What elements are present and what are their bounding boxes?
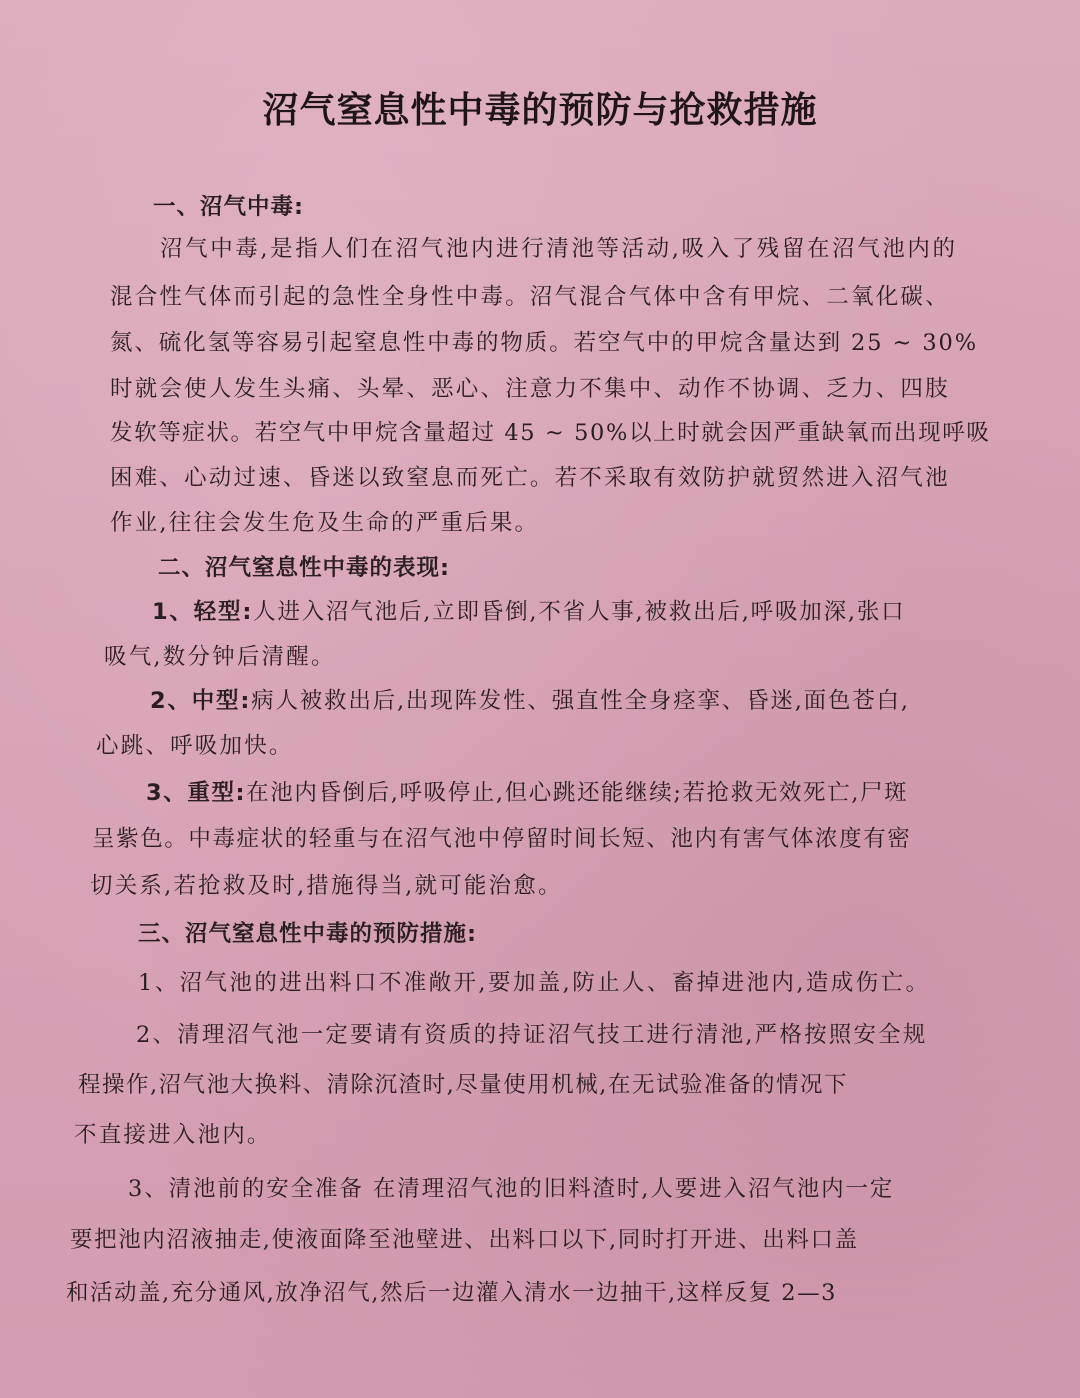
section2-item1 bbox=[152, 601, 905, 624]
section1-heading: 一、沼气中毒: bbox=[153, 194, 304, 220]
section1-line-2: 混合性气体而引起的急性全身性中毒。沼气混合气体中含有甲烷、二氧化碳、 bbox=[110, 284, 950, 310]
section3-line-6: 要把池内沼液抽走,使液面降至池壁进、出料口以下,同时打开进、出料口盖 bbox=[70, 1227, 859, 1253]
section3-line-2: 2、清理沼气池一定要请有资质的持证沼气技工进行清池,严格按照安全规 bbox=[136, 1022, 928, 1048]
section1-line-5: 发软等症状。若空气中甲烷含量超过 45 ~ 50%以上时就会因严重缺氧而出现呼吸 bbox=[110, 420, 991, 446]
item3-lead: 3、重型: bbox=[146, 780, 247, 806]
section3-line-7: 和活动盖,充分通风,放净沼气,然后一边灌入清水一边抽干,这样反复 2—3 bbox=[66, 1280, 837, 1306]
section2-item3-cont-2: 切关系,若抢救及时,措施得当,就可能治愈。 bbox=[90, 873, 563, 899]
item2-lead: 2、中型: bbox=[150, 688, 252, 714]
document-title: 沼气窒息性中毒的预防与抢救措施 bbox=[262, 90, 818, 131]
section2-item2 bbox=[150, 690, 910, 713]
section3-heading: 三、沼气窒息性中毒的预防措施: bbox=[138, 921, 477, 947]
section2-item1-cont: 吸气,数分钟后清醒。 bbox=[104, 644, 336, 670]
section1-line-6: 困难、心动过速、昏迷以致窒息而死亡。若不采取有效防护就贸然进入沼气池 bbox=[110, 465, 950, 491]
section1-line-7: 作业,往往会发生危及生命的严重后果。 bbox=[110, 510, 540, 536]
section2-item2-cont: 心跳、呼吸加快。 bbox=[96, 733, 294, 759]
section3-line-5: 3、清池前的安全准备 在清理沼气池的旧料渣时,人要进入沼气池内一定 bbox=[128, 1176, 895, 1202]
section2-heading: 二、沼气窒息性中毒的表现: bbox=[158, 555, 450, 581]
section2-item3-cont-1: 呈紫色。中毒症状的轻重与在沼气池中停留时间长短、池内有害气体浓度有密 bbox=[92, 826, 912, 852]
section3-line-3: 程操作,沼气池大换料、清除沉渣时,尽量使用机械,在无试验准备的情况下 bbox=[78, 1072, 848, 1098]
item3-text: 在池内昏倒后,呼吸停止,但心跳还能继续;若抢救无效死亡,尸斑 bbox=[246, 780, 909, 806]
section1-line-4: 时就会使人发生头痛、头晕、恶心、注意力不集中、动作不协调、乏力、四肢 bbox=[110, 376, 950, 402]
section3-line-4: 不直接进入池内。 bbox=[74, 1122, 272, 1148]
section1-line-3: 氮、硫化氢等容易引起窒息性中毒的物质。若空气中的甲烷含量达到 25 ~ 30% bbox=[110, 330, 979, 356]
item2-text: 病人被救出后,出现阵发性、强直性全身痉挛、昏迷,面色苍白, bbox=[251, 688, 910, 714]
section1-line-1: 沼气中毒,是指人们在沼气池内进行清池等活动,吸入了残留在沼气池内的 bbox=[160, 236, 958, 262]
section3-line-1: 1、沼气池的进出料口不准敞开,要加盖,防止人、畜掉进池内,造成伤亡。 bbox=[138, 970, 931, 996]
section2-item3 bbox=[146, 782, 908, 805]
item1-text: 人进入沼气池后,立即昏倒,不省人事,被救出后,呼吸加深,张口 bbox=[253, 599, 906, 625]
item1-lead: 1、轻型: bbox=[152, 599, 254, 625]
